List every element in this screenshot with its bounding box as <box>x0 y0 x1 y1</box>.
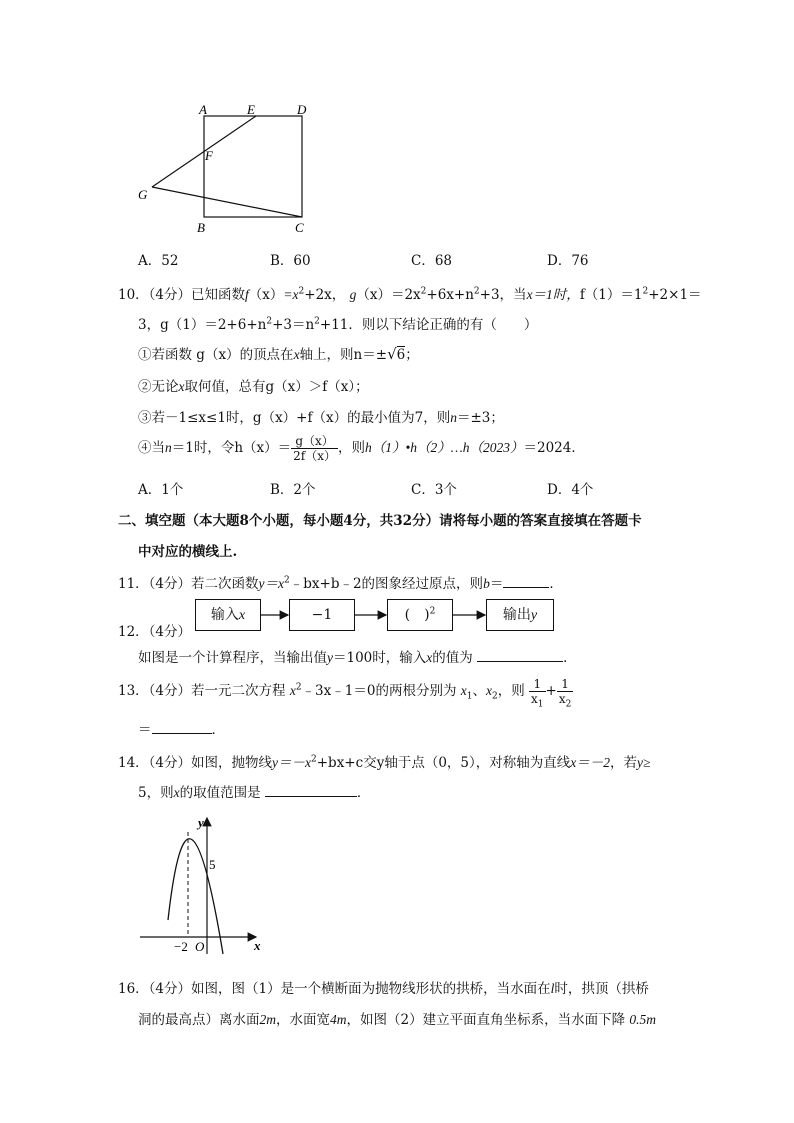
q14-xeq: x＝－2 <box>570 755 610 770</box>
q10-s4-a: ④当 <box>138 440 165 456</box>
q11-a: 11．（4分）若二次函数 <box>118 576 259 592</box>
q10-option-b: B．2个 <box>270 482 316 498</box>
q10-s4-prod: h（1）•h（2）…h（2023） <box>365 440 524 455</box>
q13-frac1-sub: 1 <box>537 699 544 710</box>
q10-l2-a: 3， <box>138 317 161 333</box>
q16-m3: 0.5m <box>629 1012 657 1027</box>
q16-line1-a: 16．（4分）如图，图（1）是一个横断面为抛物线形状的拱桥，当水面在 <box>118 981 551 997</box>
label-b: B <box>197 220 205 235</box>
q10-s3-n: n <box>450 410 457 425</box>
flow-box-output-y: y <box>530 608 538 623</box>
q10-s4-d: ＝2024． <box>523 440 585 456</box>
q10-option-d: D．4个 <box>547 482 594 498</box>
q10-line2 <box>138 313 537 333</box>
q10-s3-g: g（x）+f（x） <box>252 410 348 426</box>
section2-heading-line2: 中对应的横线上. <box>138 544 238 560</box>
q10-sup-c: 2 <box>473 286 480 297</box>
q10-s2-g: g（x） <box>265 379 309 395</box>
q10-statement-1 <box>138 343 419 363</box>
q9-option-b: B．60 <box>270 253 311 269</box>
q10-prefix: 10．（4分）已知函数 <box>118 287 246 303</box>
q10-sup-a: 2 <box>298 286 305 297</box>
label-origin: O <box>195 939 205 954</box>
q13-end: ． <box>211 722 225 738</box>
q13-frac1-num: 1 <box>529 677 546 692</box>
label-e: E <box>247 102 255 117</box>
label-d: D <box>297 102 307 117</box>
q14-x: x <box>173 785 180 800</box>
flow-box-output <box>486 599 554 631</box>
q10-eq1: =x <box>283 287 299 302</box>
q10-s4-b: ＝1时，令 <box>171 440 235 456</box>
q12-desc-y: y <box>327 650 333 665</box>
q10-s1-sqrt: 6 <box>396 347 406 363</box>
q10-f1: f（1）＝1 <box>579 287 643 303</box>
flow-box-square-sup: 2 <box>429 606 436 617</box>
q10-rest1: +2x， <box>304 287 346 303</box>
q11-b: ﹣bx+b﹣2的图象经过原点，则 <box>289 576 484 592</box>
q10-s4-c: ，则 <box>338 440 366 456</box>
q9-option-a: A．52 <box>138 253 179 269</box>
q16-line2-b: ，水面宽 <box>276 1012 330 1028</box>
parabola-figure <box>136 812 276 958</box>
flow-box-input <box>195 599 261 631</box>
q10-statement-2 <box>138 375 369 395</box>
q11-answer-blank[interactable] <box>503 575 549 588</box>
q10-f: f <box>245 287 249 302</box>
q13-sep: 、 <box>472 683 486 699</box>
q10-eq2: ＝2x <box>390 287 421 303</box>
q16-l: l <box>550 981 555 996</box>
q16-m2: 4m <box>330 1012 347 1027</box>
q10-s2-c: ＞ <box>308 379 323 395</box>
q14-end: ． <box>356 785 371 801</box>
q10-s2-d: ； <box>355 379 369 395</box>
q10-s4-fraction <box>291 434 338 463</box>
q13-answer-blank[interactable] <box>152 721 212 734</box>
label-f: F <box>205 148 213 163</box>
q12-number: 12．（4分） <box>118 624 192 640</box>
q10-option-a: A．1个 <box>138 482 184 498</box>
q13-c: ，则 <box>497 683 525 699</box>
q10-statement-3 <box>138 406 504 426</box>
q10-option-c: C．3个 <box>411 482 457 498</box>
q12-description <box>138 646 577 666</box>
q10-sup-b: 2 <box>420 286 427 297</box>
label-g: G <box>138 187 148 202</box>
q10-s3-b: 的最小值为7，则 <box>347 410 451 426</box>
flow-box-input-label: 输入 <box>210 607 239 623</box>
q10-l2-sup1: 2 <box>266 316 273 327</box>
q14-c: ，若 <box>610 755 637 771</box>
q10-rest3: +3，当 <box>479 287 527 303</box>
q13-x2: x <box>485 683 492 698</box>
flow-box-input-x: x <box>238 608 246 623</box>
q14-answer-blank[interactable] <box>265 784 357 797</box>
q13-x2sub: 2 <box>491 691 498 702</box>
q16-m1: 2m <box>259 1012 276 1027</box>
q10-s4-h: h（x）＝ <box>234 440 292 456</box>
q13-sup: 2 <box>295 682 302 693</box>
q13-frac2-den <box>557 692 574 710</box>
q10-l2-sup2: 2 <box>314 316 320 327</box>
q13-frac1-den-x: x <box>531 692 538 706</box>
q10-s4-den: 2f（x） <box>293 449 337 463</box>
q13-x: x <box>289 683 296 698</box>
q10-sup-d: 2 <box>642 286 649 297</box>
line-gc <box>152 187 302 217</box>
flow-box-square-label: ( ) <box>404 607 430 623</box>
square-figure <box>130 96 330 236</box>
q10-s1-b: 的顶点在 <box>239 347 294 363</box>
q16-line2-a: 洞的最高点）离水面 <box>138 1012 260 1028</box>
q10-s1-d: ； <box>405 347 419 363</box>
label-minus-two: −2 <box>174 939 188 954</box>
q12-desc-x: x <box>426 650 433 665</box>
q10-s4-num: g（x） <box>291 434 338 449</box>
q11-sup: 2 <box>284 575 290 586</box>
q10-s4-n: n <box>165 440 172 455</box>
q10-l2-c: +11．则以下结论正确的有（ ） <box>319 317 538 333</box>
q13-plus: + <box>545 683 557 699</box>
q16-line2-c: ，如图（2）建立平面直角坐标系，当水面下降 <box>346 1012 626 1028</box>
q13-line1 <box>118 677 573 710</box>
q14-yge: y≥ <box>637 755 651 770</box>
q14-line2-a: 5，则 <box>138 785 174 801</box>
q10-s3-a: ③若－1≤x≤1时， <box>138 410 253 426</box>
q10-s2-b: 取何值，总有 <box>184 379 266 395</box>
q12-desc-d: ． <box>563 650 577 666</box>
q12-desc-a: 如图是一个计算程序，当输出值 <box>138 650 327 666</box>
q12-answer-blank[interactable] <box>477 649 563 662</box>
q10-xeq: x＝1时， <box>526 287 580 302</box>
q13-a: 13．（4分）若一元二次方程 <box>118 683 286 699</box>
q10-s2-f: f（x） <box>322 379 356 395</box>
square-abcd <box>204 116 302 217</box>
q13-eq: ＝ <box>138 722 152 738</box>
q10-xparen2: （x） <box>356 287 391 303</box>
q10-s1-x: x <box>293 347 300 362</box>
q11-bvar: b <box>483 576 490 591</box>
flow-box-minus-one-label: −1 <box>311 607 333 623</box>
q13-frac2-den-x: x <box>558 692 566 706</box>
q11-y: y＝x <box>258 576 285 591</box>
q16-line1 <box>118 977 649 997</box>
flow-arrows <box>259 606 489 624</box>
q10-rest4: +2×1＝ <box>648 287 702 303</box>
label-five: 5 <box>209 857 216 872</box>
section2-heading-line1: 二、填空题（本大题8个小题，每小题4分，共32分）请将每小题的答案直接填在答题卡 <box>118 513 642 529</box>
q13-frac2-num: 1 <box>557 677 574 692</box>
flow-box-output-label: 输出 <box>502 607 531 623</box>
x-axis-label: x <box>254 938 261 953</box>
q13-frac2 <box>557 677 574 710</box>
q10-s1-a: ①若函数 <box>138 347 197 363</box>
q9-option-d: D．76 <box>547 253 589 269</box>
q14-a: 14．（4分）如图，抛物线 <box>118 755 273 771</box>
sqrt-sign: √ <box>387 345 397 363</box>
q10-s2-x: x <box>178 379 185 394</box>
q10-g: g <box>349 287 357 302</box>
q10-xparen: （x） <box>248 287 284 303</box>
q11-d: ． <box>549 576 563 592</box>
q13-frac2-sub: 2 <box>565 699 572 710</box>
q11 <box>118 572 563 592</box>
q13-b: ﹣3x﹣1＝0的两根分别为 <box>301 683 457 699</box>
q14-line2 <box>138 781 370 801</box>
q11-c: ＝ <box>489 576 504 592</box>
q10-s3-c: ＝±3； <box>456 410 504 426</box>
q9-option-c: C．68 <box>411 253 453 269</box>
q13-x1sub: 1 <box>466 691 473 702</box>
q10-rest2: +6x+n <box>426 287 474 303</box>
q14-line1 <box>118 751 650 771</box>
q14-sup: 2 <box>311 754 317 765</box>
label-a: A <box>199 102 207 117</box>
q14-b: +bx+c交y轴于点（0，5），对称轴为直线 <box>316 755 571 771</box>
q10-line1 <box>118 283 702 303</box>
label-c: C <box>295 220 304 235</box>
q10-s1-g: g（x） <box>196 347 240 363</box>
q16-line2 <box>138 1008 656 1028</box>
q13-x1: x <box>460 683 467 698</box>
q14-y: y＝－x <box>272 755 312 770</box>
q13-frac1 <box>529 677 546 710</box>
q12-desc-b: ＝100时，输入 <box>333 650 427 666</box>
q10-l2-b: +3＝n <box>272 317 315 333</box>
q16-line1-b: 时，拱顶（拱桥 <box>554 981 649 997</box>
q10-s1-c: 轴上，则n＝± <box>299 347 388 363</box>
q13-line2 <box>138 718 225 738</box>
q10-statement-4 <box>138 434 585 463</box>
q10-l2-g1: g（1）＝2+6+n <box>160 317 267 333</box>
q10-s2-a: ②无论 <box>138 379 179 395</box>
q12-desc-c: 的值为 <box>432 650 473 666</box>
q13-frac1-den <box>529 692 546 710</box>
y-axis-label: y <box>198 815 204 830</box>
q14-line2-b: 的取值范围是 <box>179 785 261 801</box>
